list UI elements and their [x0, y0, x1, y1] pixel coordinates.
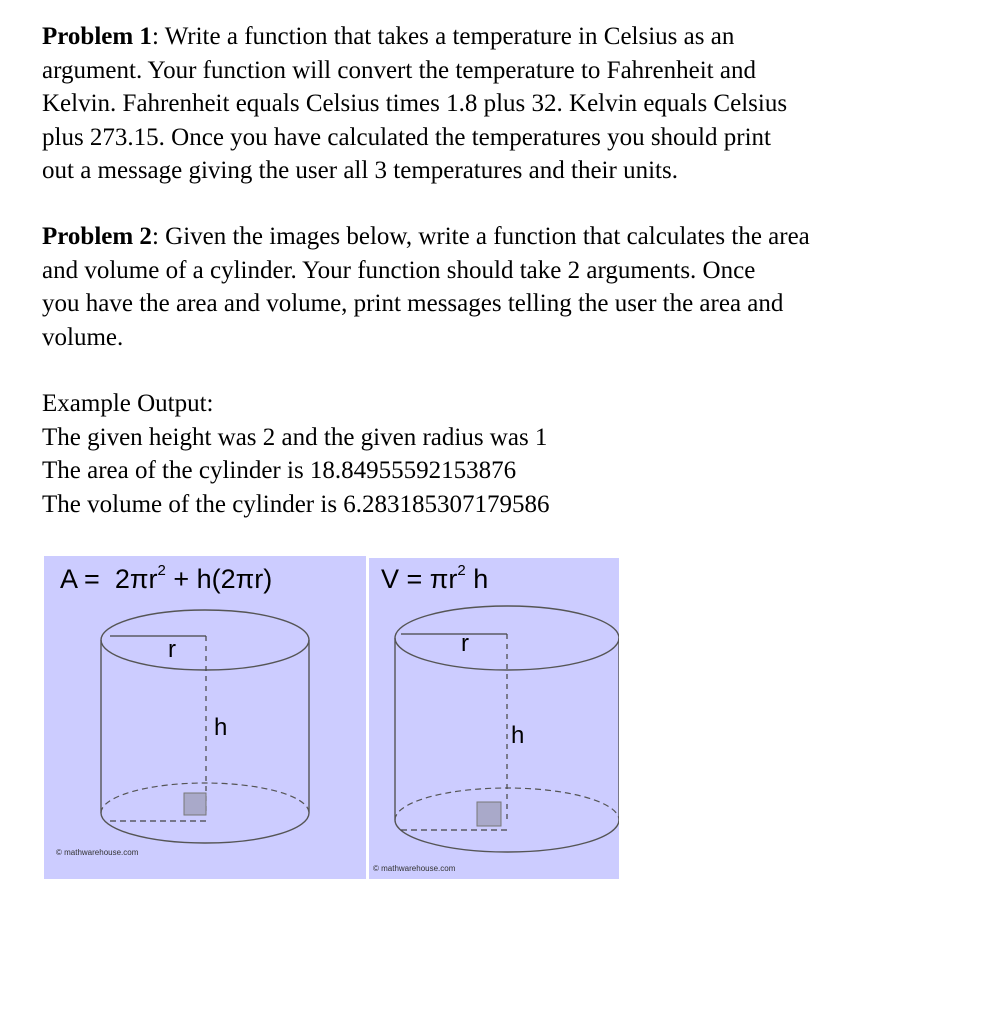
problem-1-line-2: argument. Your function will convert the temperature to Fahrenheit and	[42, 56, 756, 84]
problem-2-line-3: you have the area and volume, print messages telling the user the area and	[42, 290, 784, 317]
problem-2-paragraph	[42, 220, 942, 354]
volume-formula-term-1: V = πr	[381, 564, 458, 594]
problem-1-line-1	[42, 20, 942, 54]
problem-1-paragraph	[42, 20, 942, 188]
problem-1-line-4: plus 273.15. Once you have calculated the temperatures you should print	[42, 123, 771, 151]
volume-radius-label: r	[461, 630, 469, 657]
volume-formula-term-2: h	[473, 564, 489, 594]
problem-2-text-1: Given the images below, write a function that calculates the area	[165, 223, 810, 250]
problem-2-line-1	[42, 220, 942, 254]
area-formula-term-2: + h(2πr)	[173, 564, 273, 594]
problem-1-colon: :	[151, 23, 165, 50]
area-cylinder-drawing	[44, 556, 366, 879]
area-formula-lhs: A =	[60, 564, 100, 594]
volume-cylinder-bottom-front	[395, 820, 619, 852]
problem-2-line-2: and volume of a cylinder. Your function should take 2 arguments. Once	[42, 256, 756, 284]
problem-1-label: Problem 1	[42, 23, 152, 50]
area-cylinder-figure	[44, 556, 366, 879]
problem-1-line-3: Kelvin. Fahrenheit equals Celsius times 1.8 plus 32. Kelvin equals Celsius	[42, 90, 788, 117]
area-height-label: h	[214, 714, 228, 741]
example-line-1: The given height was 2 and the given radius was 1	[42, 423, 548, 451]
problem-2-label: Problem 2	[42, 223, 152, 250]
area-cylinder-bottom-front	[101, 813, 309, 843]
example-line-2: The area of the cylinder is 18.84955592153876	[42, 457, 517, 484]
volume-formula-exponent: 2	[457, 562, 466, 579]
problem-1-text-1: Write a function that takes a temperature in Celsius as an	[164, 23, 735, 50]
example-heading: Example Output:	[42, 390, 214, 417]
area-radius-label: r	[168, 636, 176, 663]
volume-figure-credit: © mathwarehouse.com	[373, 864, 456, 873]
problem-2-line-4: volume.	[42, 323, 124, 351]
area-right-angle-marker	[184, 793, 206, 815]
example-line-3: The volume of the cylinder is 6.283185307179586	[42, 490, 550, 518]
problem-1-line-5: out a message giving the user all 3 temperatures and their units.	[42, 157, 678, 184]
area-formula-exponent: 2	[157, 562, 166, 579]
volume-height-label: h	[511, 722, 525, 749]
volume-cylinder-figure	[369, 558, 619, 879]
volume-cylinder-drawing	[369, 558, 619, 879]
area-cylinder-top-ellipse	[101, 610, 309, 670]
area-figure-credit: © mathwarehouse.com	[56, 848, 139, 857]
problem-2-colon: :	[151, 223, 166, 250]
volume-right-angle-marker	[477, 802, 501, 826]
example-output	[42, 387, 942, 521]
area-formula-term-1: 2πr	[114, 564, 158, 594]
